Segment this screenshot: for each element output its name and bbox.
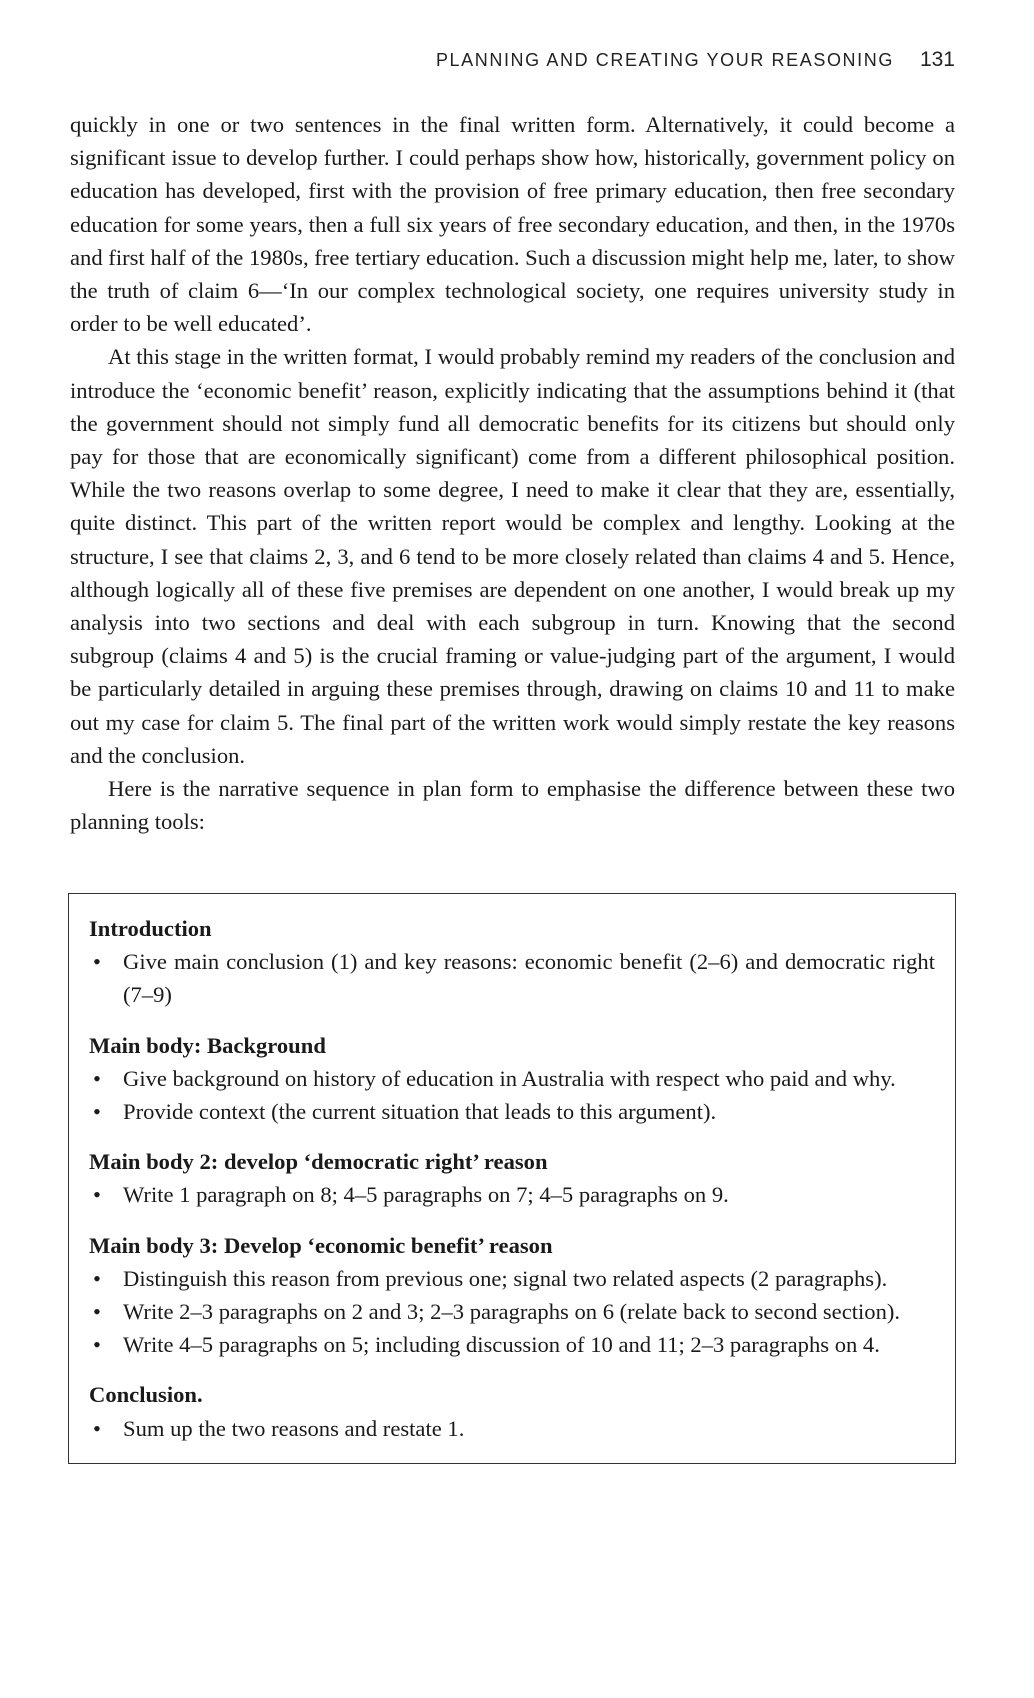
plan-item (89, 1062, 935, 1095)
bullet-icon: • (93, 1265, 101, 1291)
plan-section-introduction (89, 912, 935, 1012)
plan-item-text: Give background on history of education in Australia with respect who paid and why. (123, 1065, 896, 1091)
plan-item (89, 945, 935, 1011)
page-number: 131 (919, 48, 955, 71)
plan-item (89, 1262, 935, 1295)
chapter-title: PLANNING AND CREATING YOUR REASONING (435, 50, 894, 70)
plan-heading: Main body 3: Develop ‘economic benefit’ reason (89, 1232, 553, 1258)
paragraph: At this stage in the written format, I would probably remind my readers of the conclusion and introduce the ‘economic benefit’ reason, explicitly indicating that the assumptions behind it (that the government should not simply fund all democratic benefits for its citizens but should only pay for those that are economically significant) come from a different philosophical position. While the two reasons overlap to some degree, I need to make it clear that they are, essentially, quite distinct. This part of the written report would be complex and lengthy. Looking at the structure, I see that claims 2, 3, and 6 tend to be more closely related than claims 4 and 5. Hence, although logically all of these five premises are dependent on one another, I would break up my analysis into two sections and deal with each subgroup in turn. Knowing that the second subgroup (claims 4 and 5) is the crucial framing or value-judging part of the argument, I would be particularly detailed in arguing these premises through, drawing on claims 10 and 11 to make out my case for claim 5. The final part of the written work would simply restate the key reasons and the conclusion. (70, 344, 955, 768)
plan-section-economic-benefit (89, 1229, 935, 1362)
plan-item-text: Provide context (the current situation that leads to this argument). (123, 1099, 717, 1125)
plan-section-background (89, 1029, 935, 1129)
plan-section-democratic-right (89, 1145, 935, 1211)
plan-item-text: Write 2–3 paragraphs on 2 and 3; 2–3 paragraphs on 6 (relate back to second section). (123, 1299, 901, 1325)
plan-list (89, 945, 935, 1011)
running-header (436, 48, 955, 72)
body-text (70, 108, 955, 838)
paragraph-continued: quickly in one or two sentences in the final written form. Alternatively, it could become a significant issue to develop further. I could perhaps show how, historically, government policy on education has developed, first with the provision of free primary education, then free secondary education for some years, then a full six years of free secondary education, and then, in the 1970s and first half of the 1980s, free tertiary education. Such a discussion might help me, later, to show the truth of claim 6—‘In our complex technological society, one requires university study in order to be well educated’. (70, 112, 955, 337)
bullet-icon: • (93, 949, 101, 975)
plan-item (89, 1328, 935, 1361)
bullet-icon: • (93, 1182, 101, 1208)
plan-heading: Introduction (89, 916, 212, 941)
plan-list (89, 1262, 935, 1362)
bullet-icon: • (93, 1299, 101, 1325)
plan-item (89, 1178, 935, 1211)
plan-item-text: Write 1 paragraph on 8; 4–5 paragraphs on 7; 4–5 paragraphs on 9. (123, 1182, 729, 1208)
plan-item (89, 1412, 935, 1445)
bullet-icon: • (93, 1065, 101, 1091)
bullet-icon: • (93, 1099, 101, 1125)
bullet-icon: • (93, 1332, 101, 1358)
plan-item-text: Give main conclusion (1) and key reasons: economic benefit (2–6) and democratic right (7–9) (123, 949, 935, 1008)
plan-list (89, 1178, 935, 1211)
plan-item-text: Sum up the two reasons and restate 1. (123, 1415, 465, 1441)
plan-box (68, 893, 956, 1464)
plan-heading: Main body: Background (89, 1032, 326, 1058)
plan-item (89, 1295, 935, 1328)
plan-heading: Main body 2: develop ‘democratic right’ reason (89, 1149, 548, 1175)
paragraph: Here is the narrative sequence in plan form to emphasise the difference between these two planning tools: (70, 776, 955, 835)
plan-list (89, 1062, 935, 1128)
plan-list (89, 1412, 935, 1445)
plan-item-text: Distinguish this reason from previous one; signal two related aspects (2 paragraphs). (123, 1265, 888, 1291)
bullet-icon: • (93, 1415, 101, 1441)
plan-item-text: Write 4–5 paragraphs on 5; including discussion of 10 and 11; 2–3 paragraphs on 4. (123, 1332, 880, 1358)
plan-item (89, 1095, 935, 1128)
plan-heading: Conclusion. (89, 1382, 203, 1408)
plan-section-conclusion (89, 1378, 935, 1444)
